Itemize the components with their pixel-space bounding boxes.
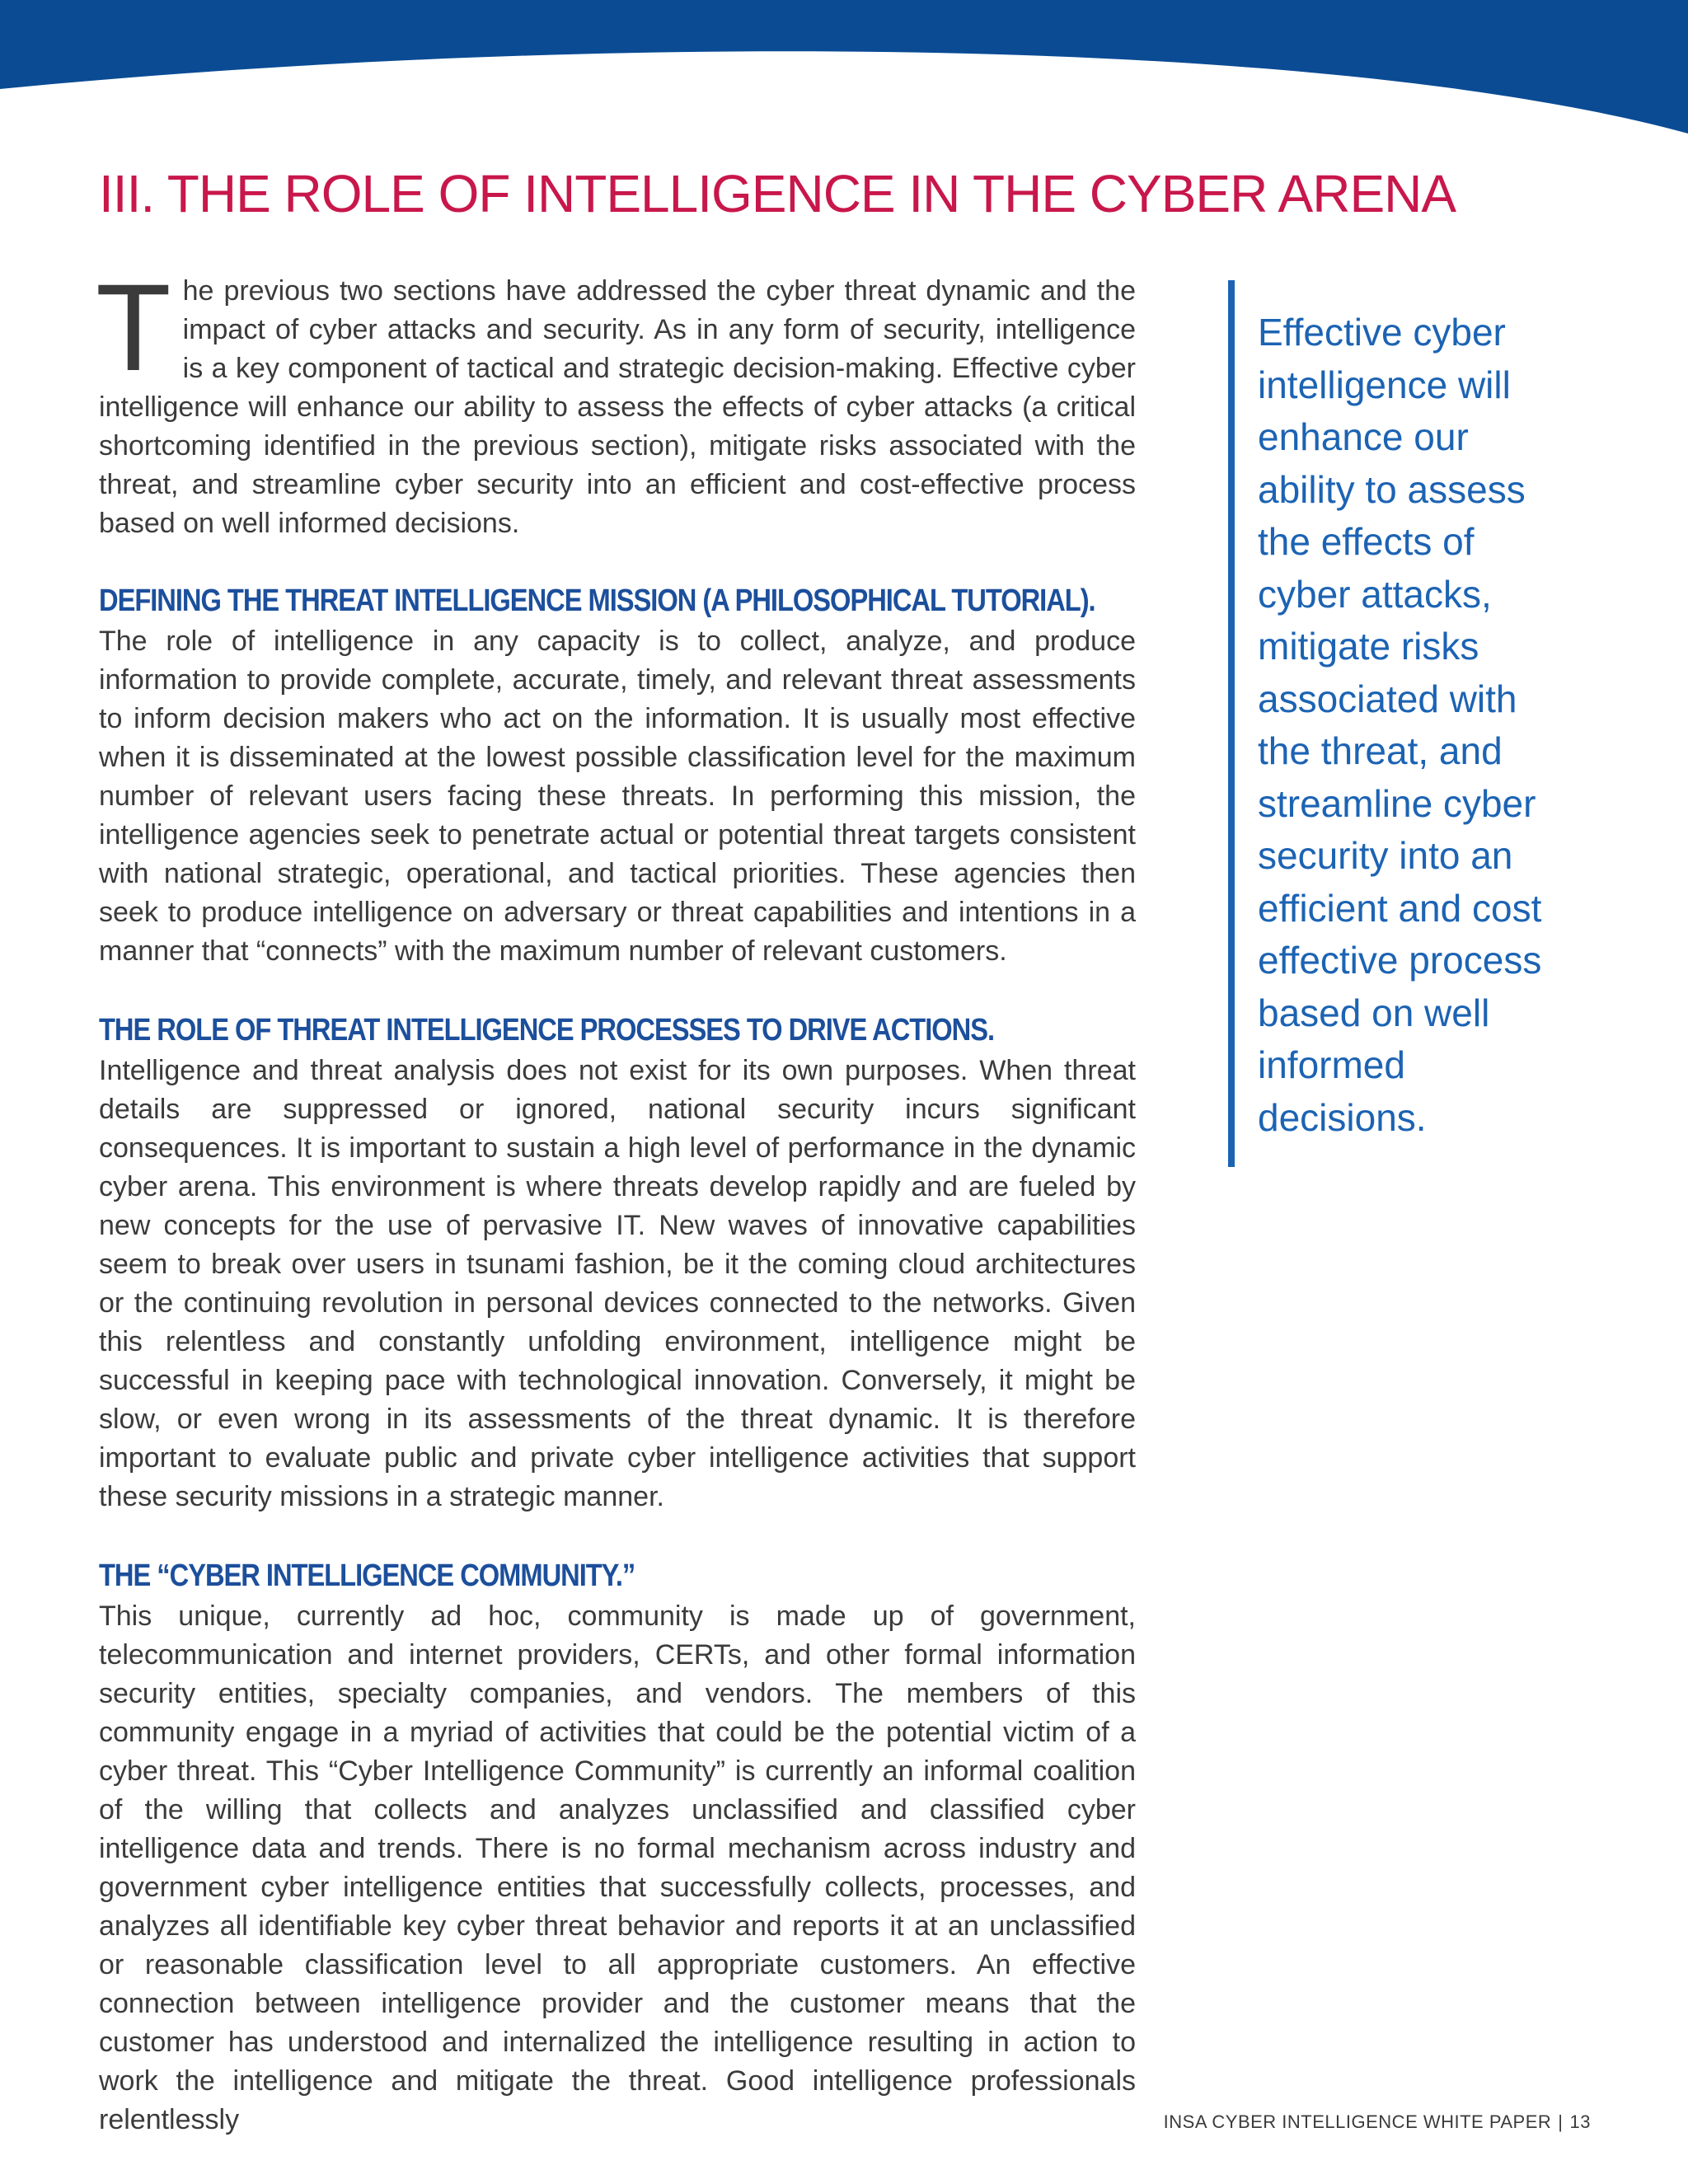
intro-text: he previous two sections have addressed the cyber threat dynamic and the impact of cyber attacks and security. As in any form of security, intelligence is a key component of tactical and strategic decision-making. Effective cyber intelligence will enhance our ability to assess the effects of cyber attacks (a critical shortcoming identified in the previous section), mitigate risks associated with the threat, and streamline cyber security into an efficient and cost-effective process based on well informed decisions. xyxy=(99,275,1136,539)
header-band-shape xyxy=(0,0,1688,134)
heading-threat-intelligence-processes: THE ROLE OF THREAT INTELLIGENCE PROCESSES TO DRIVE ACTIONS. xyxy=(99,1013,995,1047)
header-band xyxy=(0,0,1688,148)
heading-threat-intelligence-mission: DEFINING THE THREAT INTELLIGENCE MISSION (A PHILOSOPHICAL TUTORIAL). xyxy=(99,583,1095,618)
heading-cyber-intelligence-community: THE “CYBER INTELLIGENCE COMMUNITY.” xyxy=(99,1558,635,1593)
intro-paragraph xyxy=(96,258,1136,543)
pull-quote xyxy=(1228,280,1574,1167)
paragraph-threat-intelligence-processes: Intelligence and threat analysis does not exist for its own purposes. When threat details are suppressed or ignored, national security incurs significant consequences. It is important to sustain a high level of performance in the dynamic cyber arena. This environment is where threats develop rapidly and are fueled by new concepts for the use of pervasive IT. New waves of innovative capabilities seem to break over users in tsunami fashion, be it the coming cloud architectures or the continuing revolution in personal devices connected to the networks. Given this relentless and constantly unfolding environment, intelligence might be successful in keeping pace with technological innovation. Conversely, it might be slow, or even wrong in its assessments of the threat dynamic. It is therefore important to evaluate public and private cyber intelligence activities that support these security missions in a strategic manner. xyxy=(99,1055,1136,1512)
pull-quote-text: Effective cyber intelligence will enhance our ability to assess the effects of cyber attacks, mitigate risks associated with the threat, and streamline cyber security into an efficient and cost effective process based on well informed decisions. xyxy=(1258,311,1542,1139)
footer-publication: INSA CYBER INTELLIGENCE WHITE PAPER xyxy=(1163,2111,1552,2132)
section-title: III. THE ROLE OF INTELLIGENCE IN THE CYBER ARENA xyxy=(99,164,1456,223)
drop-cap: T xyxy=(96,258,171,396)
page-footer xyxy=(1164,2111,1591,2133)
page-number: 13 xyxy=(1569,2111,1591,2132)
paragraph-cyber-intelligence-community: This unique, currently ad hoc, community is made up of government, telecommunication and internet providers, CERTs, and other formal information security entities, specialty companies, and vendors. The members of this community engage in a myriad of activities that could be the potential victim of a cyber threat. This “Cyber Intelligence Community” is currently an informal coalition of the willing that collects and analyzes unclassified and classified cyber intelligence data and trends. There is no formal mechanism across industry and government cyber intelligence entities that successfully collects, processes, and analyzes all identifiable key cyber threat behavior and reports it at an unclassified or reasonable classification level to all appropriate customers. An effective connection between intelligence provider and the customer means that the customer has understood and internalized the intelligence resulting in action to work the intelligence and mitigate the threat. Good intelligence professionals relentlessly xyxy=(99,1601,1136,2135)
footer-separator: | xyxy=(1558,2111,1564,2132)
main-column xyxy=(96,258,1136,2139)
paragraph-threat-intelligence-mission: The role of intelligence in any capacity is to collect, analyze, and produce information to provide complete, accurate, timely, and relevant threat assessments to inform decision makers who act on the information. It is usually most effective when it is disseminated at the lowest possible classification level for the maximum number of relevant users facing these threats. In performing this mission, the intelligence agencies seek to penetrate actual or potential threat targets consistent with national strategic, operational, and tactical priorities. These agencies then seek to produce intelligence on adversary or threat capabilities and intentions in a manner that “connects” with the maximum number of relevant customers. xyxy=(99,626,1136,967)
